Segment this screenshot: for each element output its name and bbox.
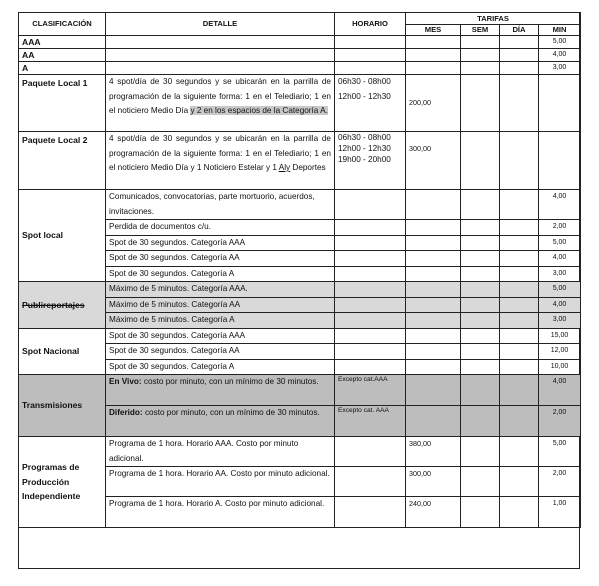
min-value: 4,00 xyxy=(539,375,581,406)
detalle-text: 4 spot/día de 30 segundos y se ubicarán en la parrilla de programación de la siguiente forma: 1 en el Telediario; 1 en el noticiero Medio Día y 1 Noticiero Estelar y 1 xyxy=(109,134,331,172)
category-aaa: AAA xyxy=(19,36,106,49)
min-value: 5,00 xyxy=(539,235,581,251)
header-dia: DÍA xyxy=(500,25,539,36)
table-row xyxy=(19,328,581,344)
category-a: A xyxy=(19,62,106,75)
horario-cell: Excepto cat. AAA xyxy=(335,406,406,437)
tariff-table xyxy=(18,12,581,528)
category-spot-nacional: Spot Nacional xyxy=(19,328,106,375)
min-value: 4,00 xyxy=(539,49,581,62)
detalle-cell: Máximo de 5 minutos. Categoría A xyxy=(106,313,335,329)
detalle-text: 4 spot/día de 30 segundos y se ubicarán en la parrilla de programación de la siguiente forma: 1 en el Telediario; 1 en el noticiero Medio Día xyxy=(109,77,331,115)
table-row xyxy=(19,375,581,406)
min-value: 2,00 xyxy=(539,406,581,437)
detalle-text: costo por minuto, con un mínimo de 30 minutos. xyxy=(143,377,319,386)
header-mes: MES xyxy=(406,25,461,36)
horario-line: 12h00 - 12h30 xyxy=(338,91,391,101)
category-label: Publireportajes xyxy=(22,299,85,310)
category-spot-local: Spot local xyxy=(19,190,106,282)
header-clasificacion: CLASIFICACIÓN xyxy=(19,13,106,36)
detalle-label: Diferido: xyxy=(109,408,143,417)
detalle-cell: Spot de 30 segundos. Categoría AA xyxy=(106,344,335,360)
detalle-cell: Programa de 1 hora. Horario A. Costo por minuto adicional. xyxy=(106,497,335,528)
min-value: 4,00 xyxy=(539,251,581,267)
category-publireportajes xyxy=(19,282,106,329)
min-value: 2,00 xyxy=(539,467,581,497)
detalle-text-underlined: Aly xyxy=(278,163,291,172)
min-value: 4,00 xyxy=(539,190,581,220)
category-aa: AA xyxy=(19,49,106,62)
category-transmisiones: Transmisiones xyxy=(19,375,106,437)
header-row-1 xyxy=(19,13,581,25)
header-horario: HORARIO xyxy=(335,13,406,36)
detalle-cell: Programa de 1 hora. Horario AAA. Costo por minuto adicional. xyxy=(106,437,335,467)
detalle-cell xyxy=(106,406,335,437)
detalle-cell: Spot de 30 segundos. Categoría A xyxy=(106,359,335,375)
detalle-cell xyxy=(106,132,335,190)
category-paquete-local-2: Paquete Local 2 xyxy=(19,132,106,190)
horario-line: 12h00 - 12h30 xyxy=(338,144,391,153)
detalle-text: Deportes xyxy=(292,163,326,172)
min-value: 12,00 xyxy=(539,344,581,360)
table-row xyxy=(19,132,581,190)
horario-line: 06h30 - 08h00 xyxy=(338,133,391,142)
mes-value: 240,00 xyxy=(406,497,461,528)
detalle-cell xyxy=(106,75,335,132)
category-programas: Programas de Producción Independiente xyxy=(19,437,106,528)
min-value: 15,00 xyxy=(539,328,581,344)
detalle-cell: Máximo de 5 minutos. Categoría AAA. xyxy=(106,282,335,298)
detalle-highlight: y 2 en los espacios de la Categoría A. xyxy=(190,106,328,115)
detalle-cell: Spot de 30 segundos. Categoría A xyxy=(106,266,335,282)
header-tarifas: TARIFAS xyxy=(406,13,581,25)
min-value: 3,00 xyxy=(539,266,581,282)
detalle-cell xyxy=(106,375,335,406)
min-value: 2,00 xyxy=(539,220,581,236)
horario-line: 19h00 - 20h00 xyxy=(338,155,391,164)
min-value: 4,00 xyxy=(539,297,581,313)
table-row xyxy=(19,36,581,49)
detalle-cell: Programa de 1 hora. Horario AA. Costo por minuto adicional. xyxy=(106,467,335,497)
horario-cell xyxy=(335,75,406,132)
min-value: 10,00 xyxy=(539,359,581,375)
detalle-cell: Spot de 30 segundos. Categoría AAA xyxy=(106,328,335,344)
min-value: 5,00 xyxy=(539,282,581,298)
table-row xyxy=(19,49,581,62)
header-min: MIN xyxy=(539,25,581,36)
horario-cell: Excepto cat.AAA xyxy=(335,375,406,406)
detalle-cell: Máximo de 5 minutos. Categoría AA xyxy=(106,297,335,313)
detalle-cell: Spot de 30 segundos. Categoría AA xyxy=(106,251,335,267)
table-row xyxy=(19,75,581,132)
detalle-label: En Vivo: xyxy=(109,377,142,386)
horario-cell xyxy=(335,132,406,190)
detalle-cell: Comunicados, convocatorias, parte mortuorio, acuerdos, invitaciones. xyxy=(106,190,335,220)
table-row xyxy=(19,62,581,75)
mes-value: 300,00 xyxy=(406,467,461,497)
mes-value: 300,00 xyxy=(406,132,461,190)
min-value: 5,00 xyxy=(539,36,581,49)
detalle-text: costo por minuto, con un mínimo de 30 minutos. xyxy=(144,408,320,417)
horario-line: 06h30 - 08h00 xyxy=(338,77,391,86)
header-sem: SEM xyxy=(461,25,500,36)
detalle-cell: Spot de 30 segundos. Categoría AAA xyxy=(106,235,335,251)
detalle-cell: Perdida de documentos c/u. xyxy=(106,220,335,236)
table-row xyxy=(19,282,581,298)
min-value: 3,00 xyxy=(539,62,581,75)
min-value: 3,00 xyxy=(539,313,581,329)
mes-value: 380,00 xyxy=(406,437,461,467)
min-value: 1,00 xyxy=(539,497,581,528)
min-value: 5,00 xyxy=(539,437,581,467)
table-row xyxy=(19,190,581,220)
header-detalle: DETALLE xyxy=(106,13,335,36)
category-paquete-local-1: Paquete Local 1 xyxy=(19,75,106,132)
table-row xyxy=(19,437,581,467)
tariff-sheet xyxy=(18,12,580,569)
mes-value: 200,00 xyxy=(406,75,461,132)
